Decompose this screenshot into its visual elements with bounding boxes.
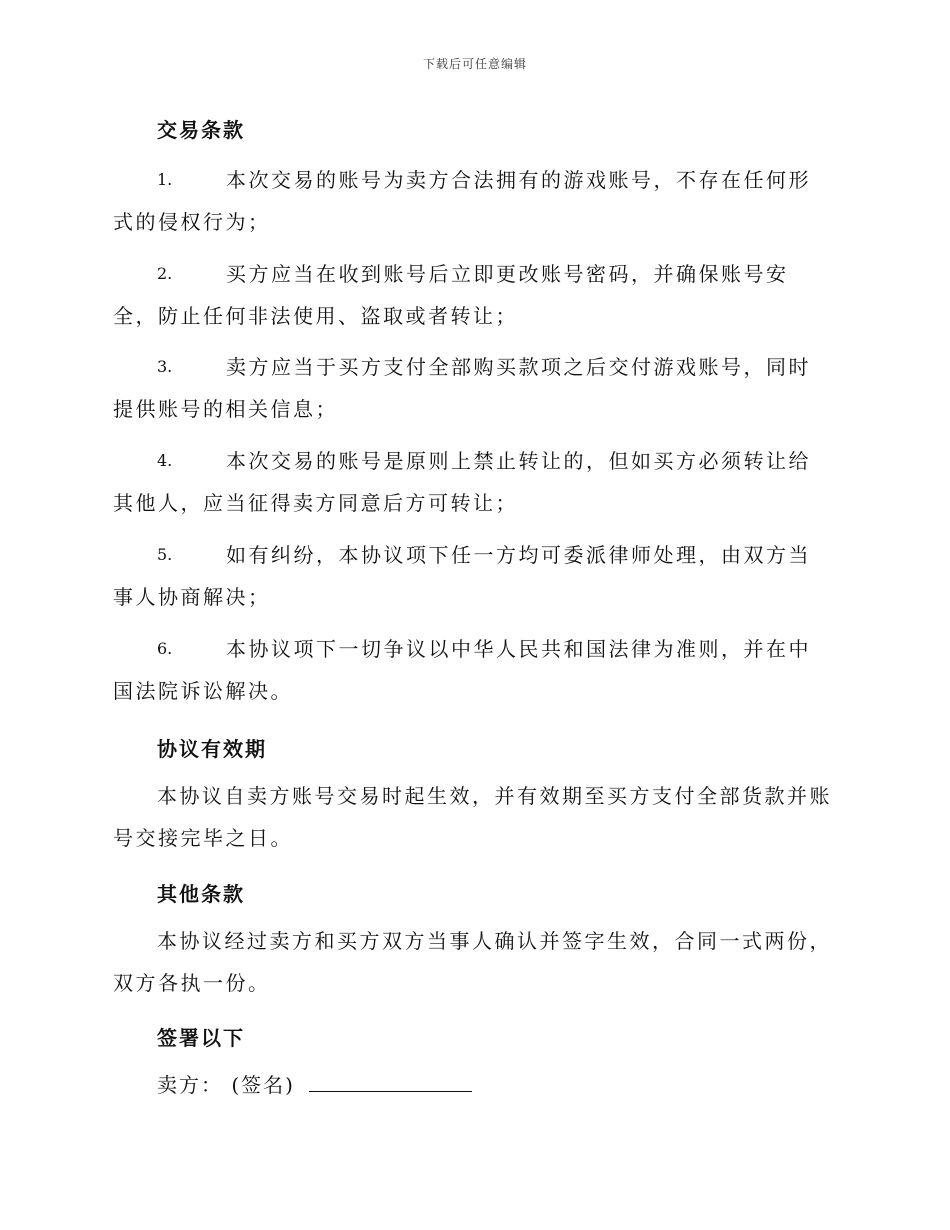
item-number: 6. [157,639,173,658]
item-text: 买方应当在收到账号后立即更改账号密码，并确保账号安全，防止任何非法使用、盗取或者转让； [113,262,789,328]
item-text: 如有纠纷，本协议项下任一方均可委派律师处理，由双方当事人协商解决； [113,543,811,609]
seller-signature-line [157,1064,472,1106]
item-number: 4. [157,451,173,470]
item-number: 2. [157,264,173,283]
item-number: 1. [157,170,173,189]
section-heading-trade: 交易条款 [157,118,245,142]
seller-label: 卖方： [157,1073,223,1097]
section-heading-validity: 协议有效期 [157,737,267,761]
header-note: 下载后可任意编辑 [422,57,527,71]
item-text: 本次交易的账号为卖方合法拥有的游戏账号，不存在任何形式的侵权行为； [113,168,811,234]
item-text: 本协议项下一切争议以中华人民共和国法律为准则，并在中国法院诉讼解决。 [113,637,811,703]
item-number: 5. [157,545,173,564]
sign-hint: (签名) [231,1073,295,1097]
other-paragraph: 本协议经过卖方和买方双方当事人确认并签字生效，合同一式两份，双方各执一份。 [113,929,832,995]
item-text: 卖方应当于买方支付全部购买款项之后交付游戏账号，同时提供账号的相关信息； [113,355,811,421]
signature-blank[interactable] [309,1073,472,1092]
section-heading-sign: 签署以下 [157,1026,245,1050]
item-text: 本次交易的账号是原则上禁止转让的，但如买方必须转让给其他人，应当征得卖方同意后方可转让； [113,449,811,515]
item-number: 3. [157,357,173,376]
section-heading-other: 其他条款 [157,882,245,906]
validity-paragraph: 本协议自卖方账号交易时起生效，并有效期至买方支付全部货款并账号交接完毕之日。 [113,784,832,850]
